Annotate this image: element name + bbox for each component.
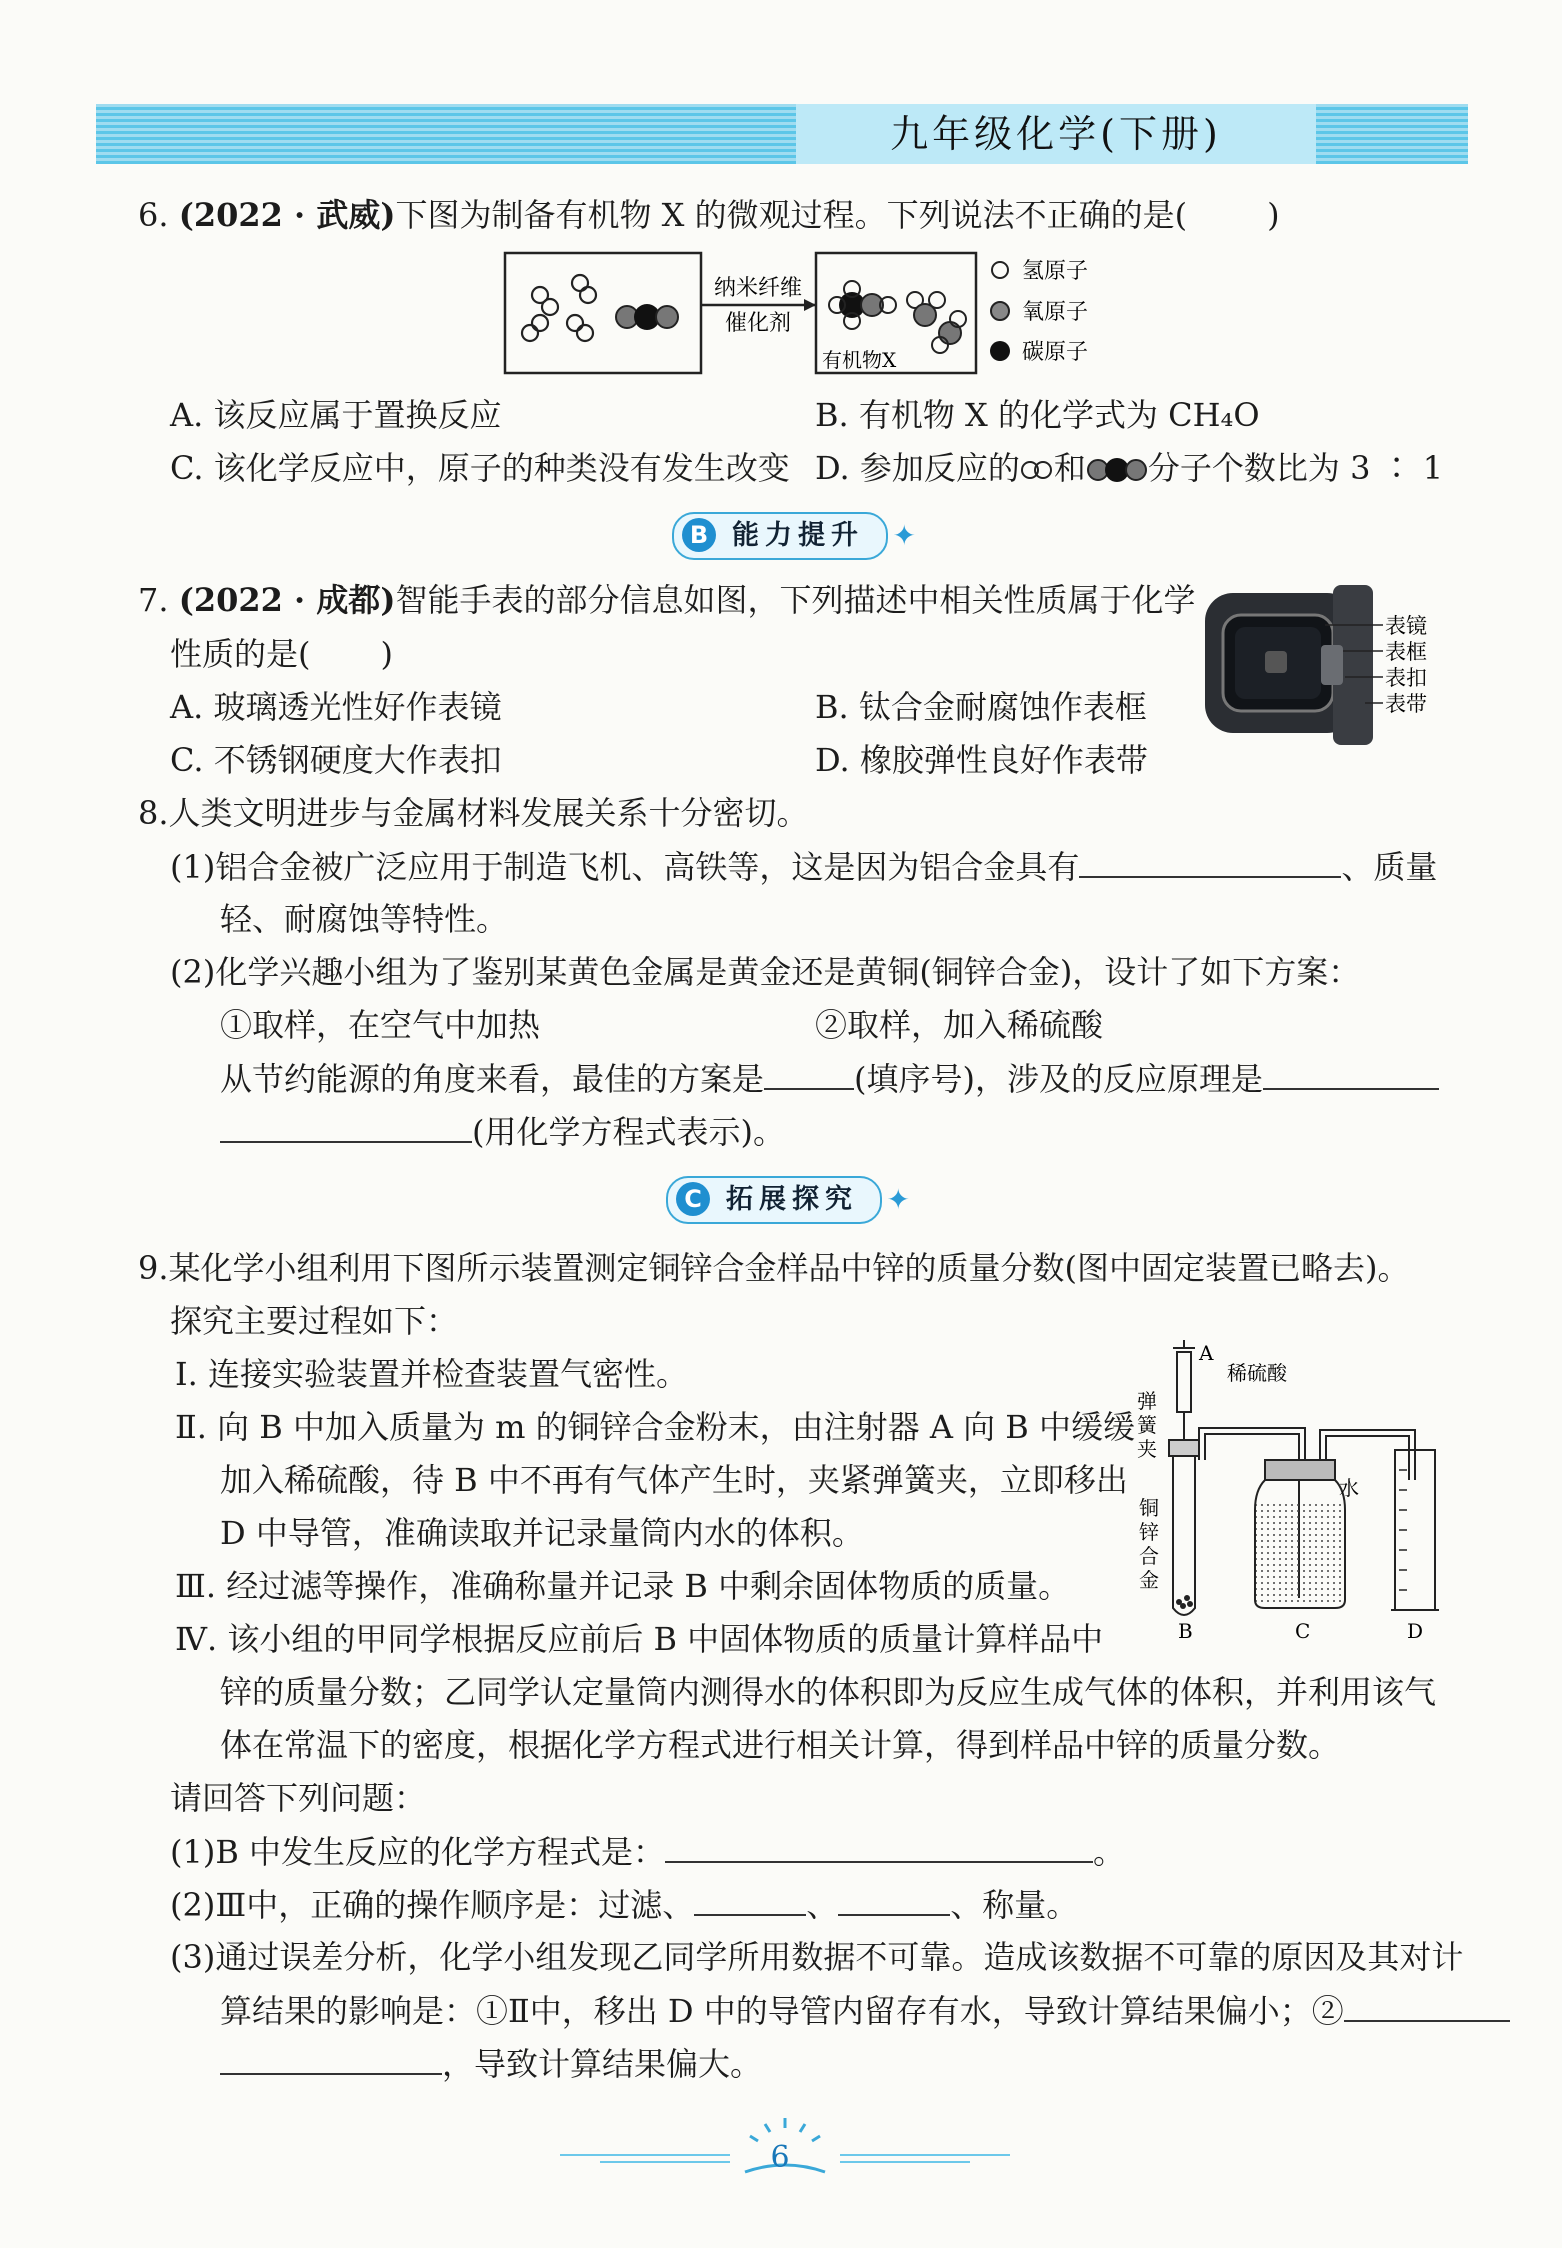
apparatus-label-a: A xyxy=(1199,1341,1214,1365)
watch-label-strap: 表带 xyxy=(1385,692,1427,716)
q9-answer-3-line3: ，导致计算结果偏大。 xyxy=(220,2043,762,2084)
q8-part2-line2: 从节约能源的角度来看，最佳的方案是 (填序号)，涉及的反应原理是 xyxy=(220,1058,1439,1099)
section-b-title: 能力提升 xyxy=(732,520,864,551)
q6-catalyst-line1: 纳米纤维 xyxy=(713,276,803,301)
q9-apparatus-diagram xyxy=(1115,1340,1475,1640)
q7-stem-line1: 7. (2022 · 成都)智能手表的部分信息如图，下列描述中相关性质属于化学 xyxy=(138,581,1196,619)
q9-step-2-line3: D 中导管，准确读取并记录量筒内水的体积。 xyxy=(220,1514,864,1552)
q8-blank-3-continued[interactable] xyxy=(220,1111,472,1143)
smartwatch-image xyxy=(1205,585,1435,750)
q7-option-c: C. 不锈钢硬度大作表扣 xyxy=(170,741,502,779)
apparatus-label-b: B xyxy=(1178,1619,1193,1640)
q7-stem-line2: 性质的是( ) xyxy=(170,635,393,673)
q9-step-2-line2: 加入稀硫酸，待 B 中不再有气体产生时，夹紧弹簧夹，立即移出 xyxy=(220,1461,1128,1499)
q6-option-b: B. 有机物 X 的化学式为 CH₄O xyxy=(815,396,1260,434)
q9-step-4-line2: 锌的质量分数；乙同学认定量筒内测得水的体积即为反应生成气体的体积，并利用该气 xyxy=(220,1673,1437,1711)
q8-part1-line2: 轻、耐腐蚀等特性。 xyxy=(220,900,509,938)
q6-legend-hydrogen: 氢原子 xyxy=(1022,259,1089,284)
q9-intro: 探究主要过程如下： xyxy=(170,1302,459,1340)
section-c-badge xyxy=(666,1176,910,1224)
sparkle-icon: ✦ xyxy=(892,519,916,552)
page-header-bar xyxy=(96,104,1468,164)
q8-part1-line1: (1)铝合金被广泛应用于制造飞机、高铁等，这是因为铝合金具有 、质量 xyxy=(170,848,1438,886)
page-header-title: 九年级化学(下册) xyxy=(796,104,1316,164)
h2-molecule-icon xyxy=(1020,459,1054,481)
apparatus-label-alloy-1: 铜 xyxy=(1139,1496,1159,1520)
q9-blank-1[interactable] xyxy=(665,1831,1093,1863)
page-number: 6 xyxy=(770,2140,790,2175)
q6-option-a: A. 该反应属于置换反应 xyxy=(170,396,502,434)
section-c-title: 拓展探究 xyxy=(726,1184,858,1215)
watch-label-buckle: 表扣 xyxy=(1385,666,1427,690)
q9-step-4-line1: Ⅳ. 该小组的甲同学根据反应前后 B 中固体物质的质量计算样品中 xyxy=(175,1620,1104,1658)
q8-scheme-1: ①取样，在空气中加热 xyxy=(220,1006,541,1044)
apparatus-label-alloy-2: 锌 xyxy=(1139,1520,1159,1544)
q7-option-b: B. 钛合金耐腐蚀作表框 xyxy=(815,688,1147,726)
q9-answer-3-line1: (3)通过误差分析，化学小组发现乙同学所用数据不可靠。造成该数据不可靠的原因及其对计 xyxy=(170,1938,1464,1976)
q9-blank-4[interactable] xyxy=(1344,1990,1510,2022)
apparatus-label-acid: 稀硫酸 xyxy=(1227,1361,1287,1385)
apparatus-label-d: D xyxy=(1407,1619,1424,1640)
q8-blank-2[interactable] xyxy=(764,1058,854,1090)
co2-molecule-icon xyxy=(1086,457,1148,483)
q9-step-3: Ⅲ. 经过滤等操作，准确称量并记录 B 中剩余固体物质的质量。 xyxy=(175,1567,1071,1605)
q8-stem: 8.人类文明进步与金属材料发展关系十分密切。 xyxy=(138,794,809,832)
sparkle-icon: ✦ xyxy=(886,1183,910,1216)
q9-blank-4-continued[interactable] xyxy=(220,2043,442,2075)
q8-blank-1[interactable] xyxy=(1079,846,1341,878)
q6-legend-carbon: 碳原子 xyxy=(1022,340,1089,365)
section-b-letter: B xyxy=(682,518,716,552)
watch-label-frame: 表框 xyxy=(1385,640,1427,664)
q9-step-4-line3: 体在常温下的密度，根据化学方程式进行相关计算，得到样品中锌的质量分数。 xyxy=(220,1726,1341,1764)
apparatus-label-alloy-4: 金 xyxy=(1139,1568,1159,1592)
q7-option-a: A. 玻璃透光性好作表镜 xyxy=(170,688,502,726)
apparatus-label-spring-3: 夹 xyxy=(1137,1437,1157,1461)
section-c-letter: C xyxy=(676,1182,710,1216)
q6-stem: 6. (2022 · 武威)下图为制备有机物 X 的微观过程。下列说法不正确的是( ) xyxy=(138,196,1280,234)
q9-ask: 请回答下列问题： xyxy=(170,1779,427,1817)
q9-step-1: Ⅰ. 连接实验装置并检查装置气密性。 xyxy=(175,1355,688,1393)
q8-blank-3[interactable] xyxy=(1263,1058,1439,1090)
watch-label-lens: 表镜 xyxy=(1385,614,1427,638)
apparatus-label-alloy-3: 合 xyxy=(1139,1544,1159,1568)
q8-part2-line1: (2)化学兴趣小组为了鉴别某黄色金属是黄金还是黄铜(铜锌合金)，设计了如下方案： xyxy=(170,953,1361,991)
q7-option-d: D. 橡胶弹性良好作表带 xyxy=(815,741,1148,779)
section-b-badge xyxy=(672,512,916,560)
q9-answer-2: (2)Ⅲ中，正确的操作顺序是：过滤、 、 、称量。 xyxy=(170,1886,1079,1924)
q9-step-2-line1: Ⅱ. 向 B 中加入质量为 m 的铜锌合金粉末，由注射器 A 向 B 中缓缓 xyxy=(175,1408,1135,1446)
q6-product-label: 有机物X xyxy=(822,348,897,372)
apparatus-label-water: 水 xyxy=(1339,1476,1359,1500)
q6-reaction-diagram xyxy=(500,245,1120,380)
q6-option-c: C. 该化学反应中，原子的种类没有发生改变 xyxy=(170,449,790,487)
q9-blank-2[interactable] xyxy=(694,1884,806,1916)
apparatus-label-spring-2: 簧 xyxy=(1137,1413,1157,1437)
q9-answer-3-line2: 算结果的影响是：①Ⅱ中，移出 D 中的导管内留存有水，导致计算结果偏小；② xyxy=(220,1990,1510,2031)
apparatus-label-c: C xyxy=(1295,1619,1311,1640)
q8-part2-line3: (用化学方程式表示)。 xyxy=(220,1111,785,1152)
q9-answer-1: (1)B 中发生反应的化学方程式是： 。 xyxy=(170,1833,1126,1871)
q6-catalyst-line2: 催化剂 xyxy=(724,311,792,336)
q9-stem: 9.某化学小组利用下图所示装置测定铜锌合金样品中锌的质量分数(图中固定装置已略去)。 xyxy=(138,1249,1410,1287)
q6-option-d: D. 参加反应的 和 分子个数比为 3 ∶ 1 xyxy=(815,449,1444,487)
apparatus-label-spring-1: 弹 xyxy=(1137,1389,1157,1413)
q9-blank-3[interactable] xyxy=(838,1884,950,1916)
q8-scheme-2: ②取样，加入稀硫酸 xyxy=(815,1006,1104,1044)
q6-legend-oxygen: 氧原子 xyxy=(1022,300,1089,325)
